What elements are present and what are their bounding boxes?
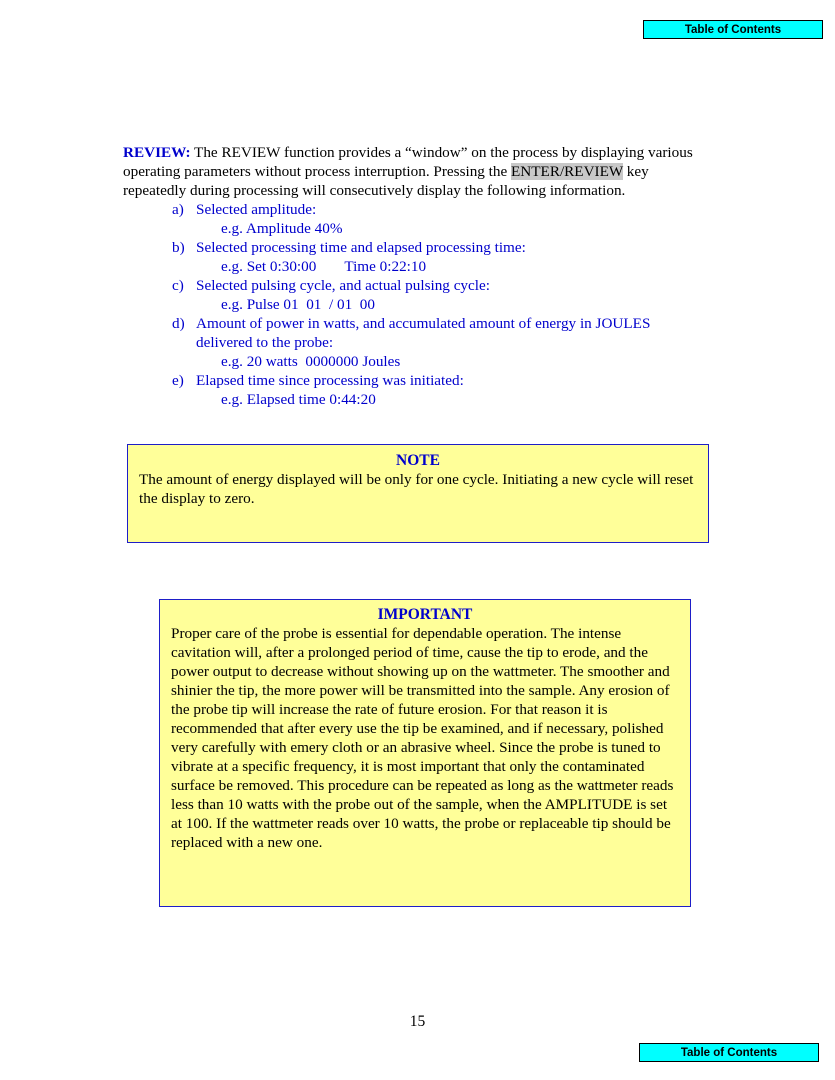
list-item-text: Selected pulsing cycle, and actual pulsing cycle: bbox=[196, 277, 490, 294]
list-item-example bbox=[196, 257, 703, 276]
list-item-label: d) bbox=[172, 315, 185, 332]
list-item bbox=[123, 371, 703, 409]
list-item-example: e.g. Pulse 01 01 / 01 00 bbox=[221, 296, 375, 313]
important-body: Proper care of the probe is essential for dependable operation. The intense cavitation will, after a prolonged period of time, cause the tip to erode, and the power output to decrease without showing up on the wattmeter. The smoother and shinier the tip, the more power will be transmitted into the sample. Any erosion of the probe tip will increase the rate of future erosion. For that reason it is recommended that after every use the tip be examined, and if necessary, polished very carefully with emery cloth or an abrasive wheel. Since the probe is tuned to vibrate at a specific frequency, it is most important that only the contaminated surface be removed. This procedure can be repeated as long as the wattmeter reads less than 10 watts with the probe out of the sample, when the AMPLITUDE is set at 100. If the wattmeter reads over 10 watts, the probe or replaceable tip should be replaced with a new one. bbox=[171, 625, 674, 851]
list-item-example-set: e.g. Set 0:30:00 bbox=[221, 258, 317, 275]
note-body: The amount of energy displayed will be only for one cycle. Initiating a new cycle will reset the display to zero. bbox=[139, 471, 694, 507]
list-item-text: Elapsed time since processing was initiated: bbox=[196, 372, 464, 389]
list-item-text: Selected amplitude: bbox=[196, 201, 317, 218]
page-number: 15 bbox=[409, 1013, 426, 1030]
list-item-label: c) bbox=[172, 277, 184, 294]
review-intro-part1: The REVIEW function provides a “window” on the process by displaying various operating parameters without process interruption. Pressing the bbox=[123, 144, 693, 180]
review-section bbox=[123, 143, 703, 409]
list-item-text: Selected processing time and elapsed processing time: bbox=[196, 239, 526, 256]
review-info-list bbox=[123, 200, 703, 409]
list-item bbox=[123, 238, 703, 276]
list-item-label: a) bbox=[172, 201, 184, 218]
list-item-example: e.g. Amplitude 40% bbox=[221, 220, 343, 237]
review-heading: REVIEW: bbox=[123, 144, 191, 161]
table-of-contents-button-bottom[interactable]: Table of Contents bbox=[639, 1043, 819, 1062]
list-item-example: e.g. 20 watts 0000000 Joules bbox=[221, 353, 401, 370]
list-item-text: Amount of power in watts, and accumulated amount of energy in JOULES delivered to the probe: bbox=[196, 315, 651, 351]
list-item bbox=[123, 314, 703, 371]
list-item bbox=[123, 276, 703, 314]
list-item-example-time: Time 0:22:10 bbox=[344, 258, 427, 275]
important-title: IMPORTANT bbox=[377, 606, 473, 623]
list-item-label: b) bbox=[172, 239, 185, 256]
enter-review-key-label: ENTER/REVIEW bbox=[511, 163, 623, 180]
review-intro bbox=[123, 143, 703, 200]
table-of-contents-button-top[interactable]: Table of Contents bbox=[643, 20, 823, 39]
list-item bbox=[123, 200, 703, 238]
list-item-label: e) bbox=[172, 372, 184, 389]
important-box bbox=[159, 599, 691, 907]
note-title: NOTE bbox=[396, 452, 440, 469]
review-intro-part2: key repeatedly during processing will consecutively display the following information. bbox=[123, 163, 649, 199]
list-item-example: e.g. Elapsed time 0:44:20 bbox=[221, 391, 376, 408]
note-box bbox=[127, 444, 709, 543]
